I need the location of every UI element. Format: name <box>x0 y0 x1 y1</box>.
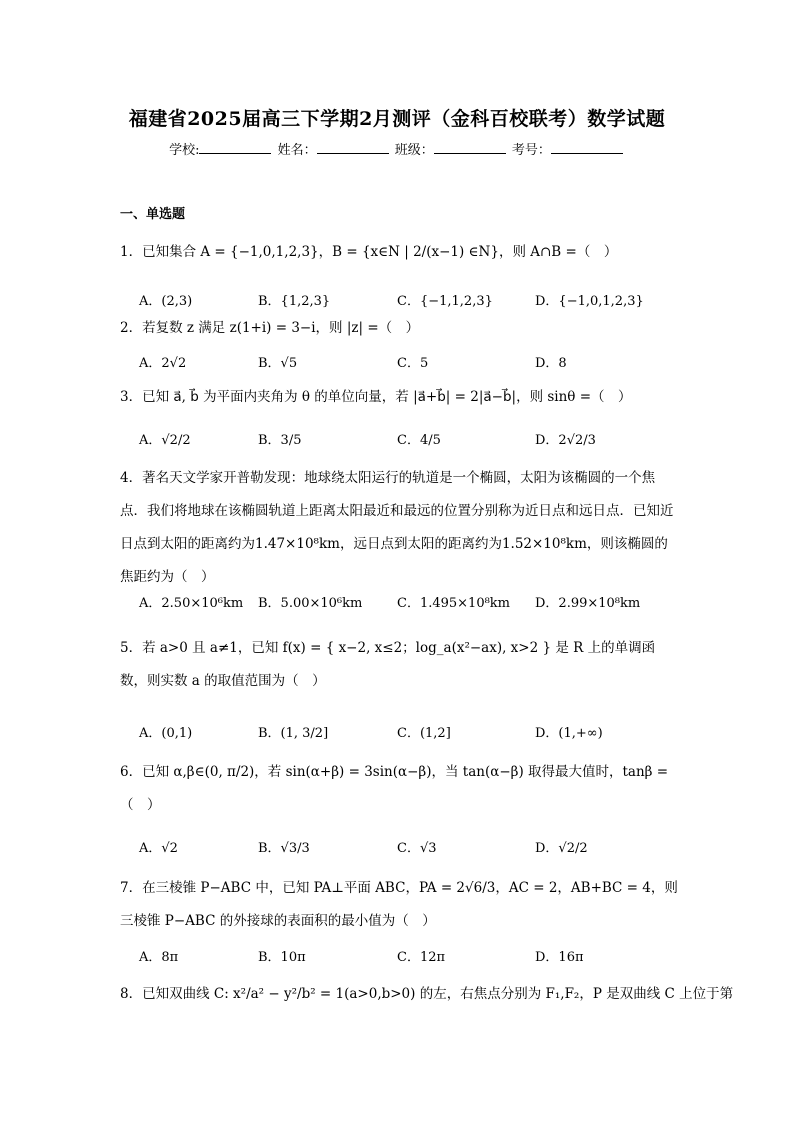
student-info-line <box>0 139 794 158</box>
option-a[interactable]: A．2.50×10⁶km <box>139 596 244 611</box>
question-2-stem: 2．若复数 z 满足 z(1+i) = 3−i，则 |z| =（ ） <box>120 320 420 336</box>
class-label: 班级： <box>394 143 434 158</box>
option-a[interactable]: A．(2,3) <box>139 294 193 309</box>
option-d[interactable]: D．√2/2 <box>535 841 588 856</box>
question-3-options <box>139 429 699 451</box>
name-label: 姓名： <box>277 143 317 158</box>
option-a[interactable]: A．√2 <box>139 841 178 856</box>
option-d[interactable]: D．8 <box>535 356 567 371</box>
question-3-stem: 3．已知 a⃗, b⃗ 为平面内夹角为 θ 的单位向量，若 |a⃗+b⃗| = 2|a⃗−b⃗|，则 sinθ =（ ） <box>120 389 632 405</box>
question-6-stem: 6．已知 α,β∈(0, π/2)，若 sin(α+β) = 3sin(α−β)，当 tan(α−β) 取得最大值时，tanβ =（ ） <box>120 764 669 813</box>
option-d[interactable]: D．2.99×10⁸km <box>535 596 641 611</box>
option-b[interactable]: B．{1,2,3} <box>258 294 331 309</box>
option-c[interactable]: C．√3 <box>397 841 437 856</box>
school-label: 学校: <box>169 143 200 158</box>
option-d[interactable]: D．(1,+∞) <box>535 726 603 741</box>
question-1-options <box>139 290 699 312</box>
school-field[interactable] <box>199 141 271 154</box>
question-4-stem: 4．著名天文学家开普勒发现：地球绕太阳运行的轨道是一个椭圆，太阳为该椭圆的一个焦点．我们将地球在该椭圆轨道上距离太阳最近和最远的位置分别称为近日点和远日点．已知近日点到太阳的距离约为1.47×10⁸km，远日点到太阳的距离约为1.52×10⁸km，则该椭圆的焦距约为（ ） <box>120 470 674 585</box>
class-field[interactable] <box>434 141 506 154</box>
option-b[interactable]: B．5.00×10⁶km <box>258 596 363 611</box>
option-c[interactable]: C．12π <box>397 950 446 965</box>
option-b[interactable]: B．10π <box>258 950 306 965</box>
question-4-options <box>139 592 699 614</box>
option-d[interactable]: D．16π <box>535 950 584 965</box>
option-c[interactable]: C．1.495×10⁸km <box>397 596 511 611</box>
name-field[interactable] <box>317 141 389 154</box>
question-7-options <box>139 946 699 968</box>
option-c[interactable]: C．(1,2] <box>397 726 451 741</box>
option-c[interactable]: C．5 <box>397 356 429 371</box>
section-title: 一、单选题 <box>120 207 186 222</box>
option-a[interactable]: A．8π <box>139 950 179 965</box>
option-b[interactable]: B．3/5 <box>258 433 302 448</box>
option-a[interactable]: A．(0,1) <box>139 726 193 741</box>
option-c[interactable]: C．4/5 <box>397 433 441 448</box>
option-d[interactable]: D．2√2/3 <box>535 433 596 448</box>
question-2-options <box>139 352 699 374</box>
question-7-stem: 7．在三棱锥 P−ABC 中，已知 PA⊥平面 ABC，PA = 2√6/3，AC = 2，AB+BC = 4，则三棱锥 P−ABC 的外接球的表面积的最小值为（ ） <box>120 880 678 929</box>
option-c[interactable]: C．{−1,1,2,3} <box>397 294 493 309</box>
option-d[interactable]: D．{−1,0,1,2,3} <box>535 294 644 309</box>
option-b[interactable]: B．(1, 3/2] <box>258 726 329 741</box>
question-6-options <box>139 837 699 859</box>
option-a[interactable]: A．√2/2 <box>139 433 191 448</box>
option-a[interactable]: A．2√2 <box>139 356 187 371</box>
exam-number-field[interactable] <box>551 141 623 154</box>
option-b[interactable]: B．√3/3 <box>258 841 310 856</box>
question-1-stem: 1．已知集合 A = {−1,0,1,2,3}，B = {x∈N | 2/(x−1) ∈N}，则 A∩B =（ ） <box>120 244 618 260</box>
question-5-options <box>139 722 699 744</box>
question-5-stem: 5．若 a>0 且 a≠1，已知 f(x) = { x−2, x≤2；log_a(x²−ax), x>2 } 是 R 上的单调函数，则实数 a 的取值范围为（ ） <box>120 640 656 689</box>
option-b[interactable]: B．√5 <box>258 356 298 371</box>
question-8-stem: 8．已知双曲线 C: x²/a² − y²/b² = 1(a>0,b>0) 的左，右焦点分别为 F₁,F₂，P 是双曲线 C 上位于第 <box>120 986 734 1002</box>
page-title: 福建省2025届高三下学期2月测评（金科百校联考）数学试题 <box>128 108 666 130</box>
exam-number-label: 考号： <box>511 143 551 158</box>
